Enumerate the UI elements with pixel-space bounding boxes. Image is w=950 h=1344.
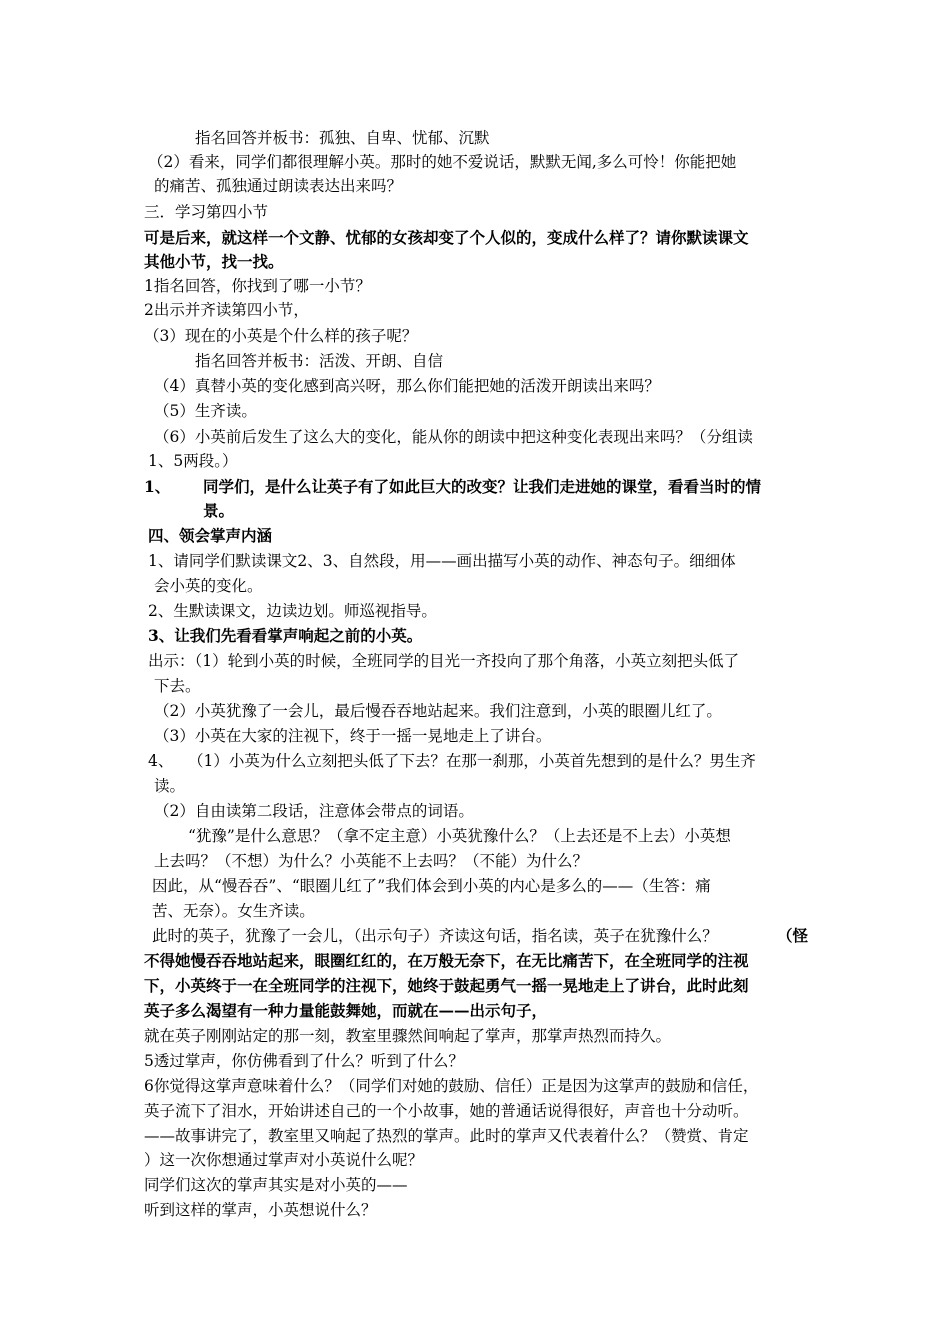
text-line: 6你觉得这掌声意味着什么？（同学们对她的鼓励、信任）正是因为这掌声的鼓励和信任， — [144, 1077, 759, 1095]
text-line: 2出示并齐读第四小节， — [144, 301, 309, 319]
text-line-bold: 可是后来，就这样一个文静、忧郁的女孩却变了个人似的，变成什么样了？请你默读课文 — [144, 228, 749, 247]
list-marker: 1、 — [144, 477, 171, 496]
text-line-bold: 景。 — [203, 501, 235, 520]
text-line-bold: 3、让我们先看看掌声响起之前的小英。 — [148, 626, 423, 645]
text-line: 苦、无奈）。女生齐读。 — [152, 902, 315, 920]
text-line-bold: 不得她慢吞吞地站起来，眼圈红红的，在万般无奈下，在无比痛苦下，在全班同学的注视 — [144, 951, 749, 970]
text-line: 此时的英子，犹豫了一会儿，（出示句子）齐读这句话，指名读，英子在犹豫什么？ — [152, 927, 718, 945]
text-line-bold: （怪 — [777, 926, 809, 945]
text-line-bold: 同学们，是什么让英子有了如此巨大的改变？让我们走进她的课堂，看看当时的情 — [203, 477, 762, 496]
text-line: ）这一次你想通过掌声对小英说什么呢？ — [144, 1151, 424, 1169]
text-line: 同学们这次的掌声其实是对小英的—— — [144, 1176, 408, 1194]
text-line: 就在英子刚刚站定的那一刻，教室里骤然间响起了掌声，那掌声热烈而持久。 — [144, 1027, 672, 1045]
text-line-bold: 英子多么渴望有一种力量能鼓舞她，而就在——出示句子， — [144, 1001, 548, 1020]
text-line: （1）小英为什么立刻把头低了下去？在那一刹那，小英首先想到的是什么？男生齐 — [188, 752, 756, 770]
text-line: 下去。 — [154, 677, 201, 695]
text-line: 因此，从“慢吞吞”、“眼圈儿红了”我们体会到小英的内心是多么的——（生答：痛 — [152, 877, 711, 895]
text-line: 的痛苦、孤独通过朗读表达出来吗？ — [154, 177, 403, 195]
text-line-bold: 其他小节，找一找。 — [144, 252, 284, 271]
text-line: 1指名回答，你找到了哪一小节？ — [144, 277, 371, 295]
text-line: 5透过掌声，你仿佛看到了什么？听到了什么？ — [144, 1052, 464, 1070]
text-line: （6）小英前后发生了这么大的变化，能从你的朗读中把这种变化表现出来吗？（分组读 — [154, 428, 753, 446]
text-line: 1、请同学们默读课文2、3、自然段，用——画出描写小英的动作、神态句子。细细体 — [148, 552, 736, 570]
text-line: （2）看来，同学们都很理解小英。那时的她不爱说话，默默无闻,多么可怜！你能把她 — [148, 153, 737, 171]
text-line: ——故事讲完了，教室里又响起了热烈的掌声。此时的掌声又代表着什么？（赞赏、肯定 — [144, 1127, 749, 1145]
text-line: 英子流下了泪水，开始讲述自己的一个小故事，她的普通话说得很好，声音也十分动听。 — [144, 1102, 749, 1120]
section-heading: 三．学习第四小节 — [144, 203, 269, 221]
text-line: （4）真替小英的变化感到高兴呀，那么你们能把她的活泼开朗读出来吗？ — [154, 377, 660, 395]
text-line: 指名回答并板书：活泼、开朗、自信 — [195, 352, 444, 370]
text-line: （2）自由读第二段话，注意体会带点的词语。 — [154, 802, 474, 820]
text-line-bold: 下，小英终于一在全班同学的注视下，她终于鼓起勇气一摇一晃地走上了讲台，此时此刻 — [144, 976, 749, 995]
text-line: （2）小英犹豫了一会儿，最后慢吞吞地站起来。我们注意到，小英的眼圈儿红了。 — [154, 702, 722, 720]
text-line: （3）现在的小英是个什么样的孩子呢？ — [144, 327, 418, 345]
text-line: 2、生默读课文，边读边划。师巡视指导。 — [148, 602, 437, 620]
text-line: “犹豫”是什么意思？（拿不定主意）小英犹豫什么？（上去还是不上去）小英想 — [188, 827, 731, 845]
section-heading: 四、领会掌声内涵 — [148, 527, 273, 545]
text-line: （5）生齐读。 — [154, 402, 257, 420]
text-line: 1、5两段。） — [148, 452, 238, 470]
text-line: 读。 — [154, 777, 186, 795]
text-line: 听到这样的掌声，小英想说什么？ — [144, 1201, 377, 1219]
text-line: （3）小英在大家的注视下，终于一摇一晃地走上了讲台。 — [154, 727, 552, 745]
list-marker: 4、 — [148, 752, 174, 770]
text-line: 出示：（1）轮到小英的时候，全班同学的目光一齐投向了那个角落，小英立刻把头低了 — [148, 652, 740, 670]
text-line: 上去吗？（不想）为什么？小英能不上去吗？（不能）为什么？ — [154, 852, 589, 870]
text-line: 会小英的变化。 — [154, 577, 263, 595]
text-line: 指名回答并板书：孤独、自卑、忧郁、沉默 — [195, 129, 490, 147]
